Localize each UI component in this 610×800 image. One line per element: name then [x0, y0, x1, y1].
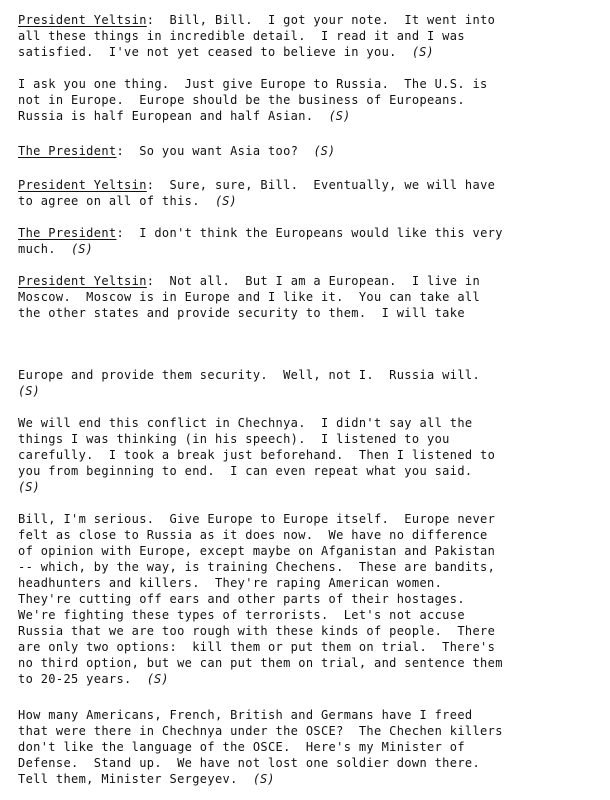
document-line — [18, 479, 603, 495]
document-line — [18, 415, 603, 431]
document-line — [18, 591, 603, 607]
classification-mark: (S) — [313, 144, 336, 158]
line-text: : Sure, sure, Bill. Eventually, we will have — [146, 178, 496, 192]
document-line — [18, 723, 603, 739]
speaker-name: President Yeltsin — [18, 178, 147, 192]
classification-mark: (S) — [411, 45, 434, 59]
document-line — [18, 771, 603, 787]
line-text: much. — [18, 242, 56, 256]
document-line — [18, 755, 603, 771]
document-line — [18, 623, 603, 639]
line-text: : Not all. But I am a European. I live in — [146, 274, 481, 288]
classification-mark: (S) — [328, 109, 351, 123]
classification-mark: (S) — [214, 194, 237, 208]
document-line — [18, 28, 603, 44]
line-text: : So you want Asia too? — [116, 144, 299, 158]
classification-mark: (S) — [18, 480, 40, 494]
line-text: Bill, I'm serious. Give Europe to Europe itself. Europe never — [18, 512, 496, 526]
document-line — [18, 655, 603, 671]
document-line — [18, 241, 603, 257]
document-line — [18, 707, 603, 723]
line-text: We will end this conflict in Chechnya. I didn't say all the — [18, 416, 473, 430]
line-text: : I don't think the Europeans would like this very — [116, 226, 503, 240]
speaker-name: President Yeltsin — [18, 13, 147, 27]
document-line — [18, 383, 603, 399]
line-text: headhunters and killers. They're raping American women. — [18, 576, 443, 590]
document-line — [18, 559, 603, 575]
document-line — [18, 639, 603, 655]
document-line — [18, 12, 603, 28]
document-line — [18, 527, 603, 543]
line-text: no third option, but we can put them on trial, and sentence them — [18, 656, 503, 670]
document-line — [18, 671, 603, 687]
line-text: Tell them, Minister Sergeyev. — [18, 772, 238, 786]
line-text: Moscow. Moscow is in Europe and I like it. You can take all — [18, 290, 481, 304]
document-line — [18, 463, 603, 479]
line-text: Russia that we are too rough with these kinds of people. There — [18, 624, 496, 638]
line-text: satisfied. I've not yet ceased to believe in you. — [18, 45, 397, 59]
document-line — [18, 193, 603, 209]
document-line — [18, 511, 603, 527]
document-line — [18, 739, 603, 755]
document-line — [18, 92, 603, 108]
line-text: things I was thinking (in his speech). I listened to you — [18, 432, 450, 446]
line-text: all these things in incredible detail. I read it and I was — [18, 29, 465, 43]
document-line — [18, 143, 603, 159]
speaker-name: The President — [18, 226, 117, 240]
line-text: not in Europe. Europe should be the business of Europeans. — [18, 93, 465, 107]
line-text: They're cutting off ears and other parts of their hostages. — [18, 592, 465, 606]
document-line — [18, 305, 603, 321]
line-text: to agree on all of this. — [18, 194, 200, 208]
line-text: How many Americans, French, British and Germans have I freed — [18, 708, 473, 722]
line-text: that were there in Chechnya under the OSCE? The Chechen killers — [18, 724, 503, 738]
classification-mark: (S) — [71, 242, 93, 256]
line-text: We're fighting these types of terrorists. Let's not accuse — [18, 608, 465, 622]
line-text: Europe and provide them security. Well, not I. Russia will. — [18, 368, 481, 382]
classification-mark: (S) — [146, 672, 169, 686]
document-line — [18, 367, 603, 383]
speaker-name: The President — [18, 144, 117, 158]
classification-mark: (S) — [18, 384, 40, 398]
line-text: Defense. Stand up. We have not lost one soldier down there. — [18, 756, 481, 770]
document-line — [18, 431, 603, 447]
line-text: are only two options: kill them or put them on trial. There's — [18, 640, 496, 654]
line-text: felt as close to Russia as it does now. We have no difference — [18, 528, 488, 542]
document-line — [18, 607, 603, 623]
document-line — [18, 108, 603, 124]
document-line — [18, 575, 603, 591]
line-text: -- which, by the way, is training Chechens. These are bandits, — [18, 560, 496, 574]
line-text: to 20-25 years. — [18, 672, 132, 686]
document-line — [18, 273, 603, 289]
line-text: the other states and provide security to them. I will take — [18, 306, 465, 320]
line-text: : Bill, Bill. I got your note. It went into — [146, 13, 496, 27]
document-line — [18, 225, 603, 241]
line-text: of opinion with Europe, except maybe on Afganistan and Pakistan — [18, 544, 496, 558]
document-line — [18, 447, 603, 463]
document-line — [18, 44, 603, 60]
line-text: don't like the language of the OSCE. Here's my Minister of — [18, 740, 465, 754]
document-line — [18, 177, 603, 193]
line-text: you from beginning to end. I can even repeat what you said. — [18, 464, 473, 478]
line-text: carefully. I took a break just beforehand. Then I listened to — [18, 448, 496, 462]
document-line — [18, 289, 603, 305]
classification-mark: (S) — [252, 772, 275, 786]
document-line — [18, 76, 603, 92]
line-text: I ask you one thing. Just give Europe to Russia. The U.S. is — [18, 77, 488, 91]
line-text: Russia is half European and half Asian. — [18, 109, 314, 123]
document-line — [18, 543, 603, 559]
speaker-name: President Yeltsin — [18, 274, 147, 288]
